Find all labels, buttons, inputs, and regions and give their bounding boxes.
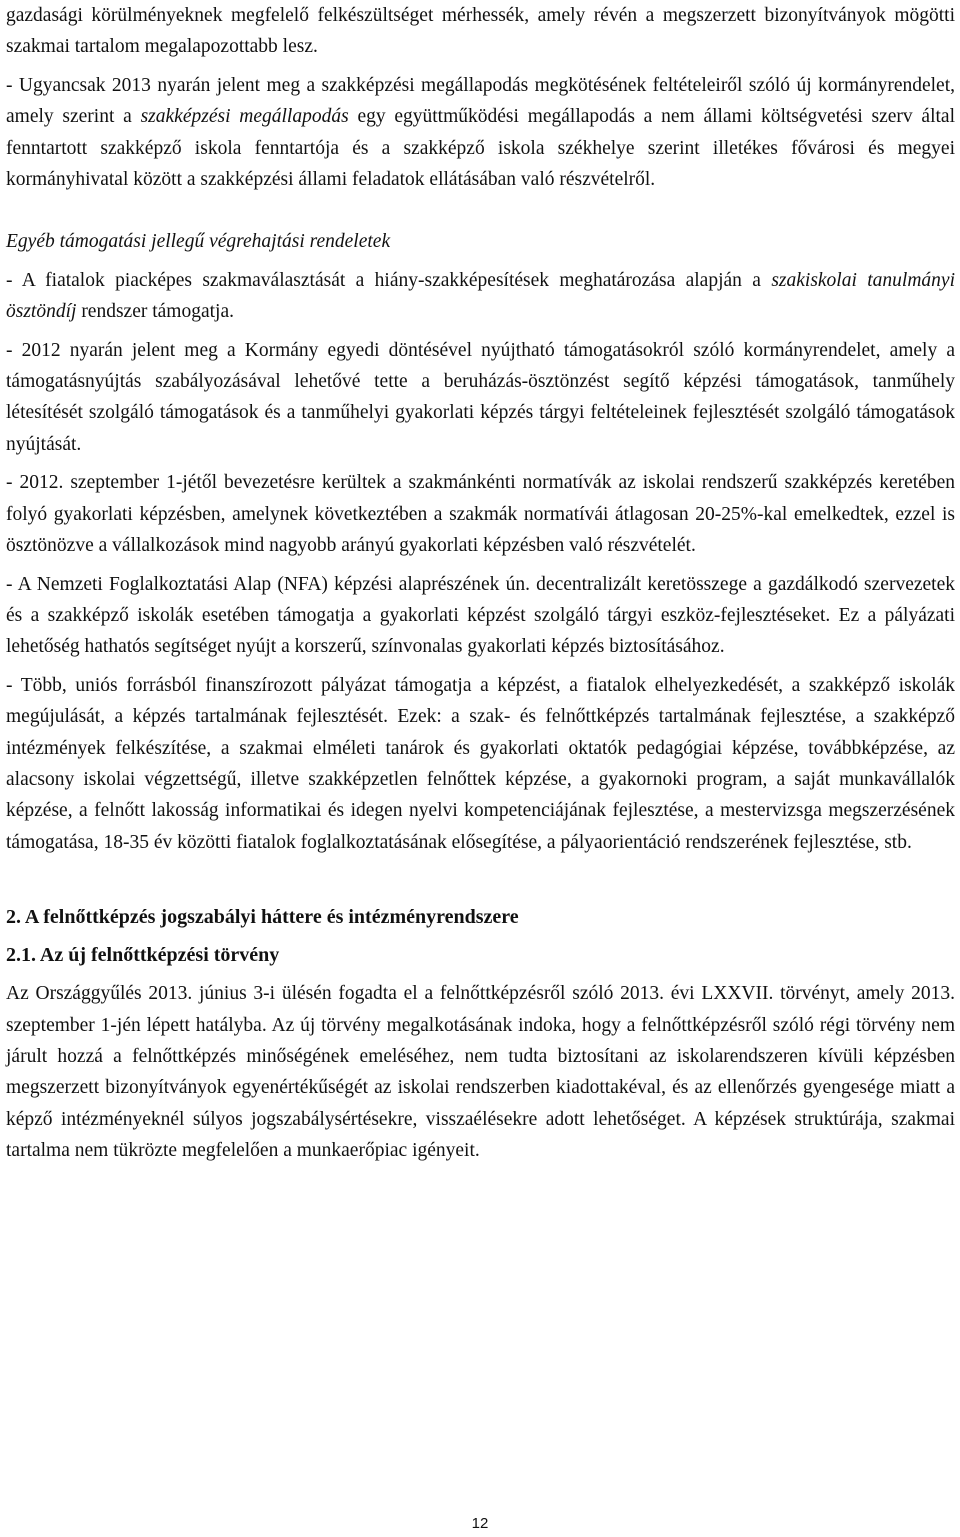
paragraph-continuation: gazdasági körülményeknek megfelelő felkészültséget mérhessék, amely révén a megszerzett bizonyítványok mögötti szakmai tartalom megalapozottabb lesz. [6,5,955,58]
document-page [6,0,955,1167]
paragraph-felnottkepzesi-torveny: Az Országgyűlés 2013. június 3-i ülésén fogadta el a felnőttképzésről szóló 2013. évi LXXVII. törvényt, amely 2013. szeptember 1-jén lépett hatályba. Az új törvény megalkotásának indoka, hogy a felnőttképzésről szóló régi törvény nem járult hozzá a felnőttképzés minőségének emeléséhez, nem tudta biztosítani az iskolarendszeren kívüli képzésben megszerzett bizonyítványok egyenértékűségét az iskolai rendszerben kiadottakéval, és az ellenőrzés gyengesége miatt a képző intézményeknél súlyos jogszabálysértésekre, visszaélésekre adott lehetőséget. A képzések struktúrája, szakmai tartalma nem tükrözte megfelelően a munkaerőpiac igényeit. [6,983,955,1162]
paragraph-kormanyrendelet-2012: - 2012 nyarán jelent meg a Kormány egyedi döntésével nyújtható támogatásokról szóló kormányrendelet, amely a támogatásnyújtás szabályozásával lehetővé tette a beruházás-ösztönzést segítő képzési támogatások, tanműhely létesítését szolgáló támogatások és a tanműhelyi gyakorlati képzés tárgyi feltételeinek fejlesztését szolgáló támogatások nyújtását. [6,339,955,455]
paragraph-text: - Ugyancsak 2013 nyarán jelent meg a szakképzési megállapodás megkötésének feltételeiről szóló új kormányrendelet, amely szerint a [6,74,955,128]
paragraph-text: egy együttműködési megállapodás a nem állami költségvetési szerv által fenntartott szakképző iskola fenntartója és a szakképző iskola székhelye szerint illetékes fővárosi és megyei kormányhivatal között a szakképzési állami feladatok ellátásában való részvételről. [6,106,955,191]
paragraph-osztondij [6,265,955,328]
paragraph-unios-palyazatok: - Több, uniós forrásból finanszírozott pályázat támogatja a képzést, a fiatalok elhelyezkedését, a szakképző iskolák megújulását, a képzés tartalmának fejlesztését. Ezek: a szak- és felnőttképzés tartalmának fejlesztése, a szakképző intézmények felkészítése, a szakmai elméleti tanárok és gyakorlati oktatók pedagógiai képzése, továbbképzése, az alacsony iskolai végzettségű, illetve szakképzetlen felnőttek képzése, a gyakornoki program, a saját munkavállalók képzése, a felnőtt lakosság informatikai és idegen nyelvi kompetenciájának fejlesztése, a mestervizsga megszerzésének támogatása, 18-35 év közötti fiatalok foglalkoztatásának elősegítése, a pályaorientáció rendszerének fejlesztése, stb. [6,674,955,853]
paragraph-text: - A fiatalok piacképes szakmaválasztását a hiány-szakképesítések meghatározása alapján a [6,269,772,291]
paragraph-normativak: - 2012. szeptember 1-jétől bevezetésre kerültek a szakmánkénti normatívák az iskolai rendszerű szakképzés keretében folyó gyakorlati képzésben, amelynek következtében a szakmák normatívái átlagosan 20-25%-kal emelkedtek, ezzel is ösztönözve a vállalkozások mind nagyobb arányú gyakorlati képzésben való részvételét. [6,472,955,557]
page-number: 12 [471,1515,489,1532]
emphasis-term: szakiskolai tanulmányi ösztöndíj [6,269,956,323]
section-heading: 2. A felnőttképzés jogszabályi háttere és intézményrendszere [6,906,519,929]
emphasis-term: szakképzési megállapodás [140,106,349,128]
paragraph-text: rendszer támogatja. [76,301,234,323]
subheading-tamogatasi-rendeletek: Egyéb támogatási jellegű végrehajtási rendeletek [6,231,391,253]
subsection-heading: 2.1. Az új felnőttképzési törvény [6,944,280,967]
paragraph-szakkepzesi-megallapodas [6,70,955,196]
paragraph-nfa: - A Nemzeti Foglalkoztatási Alap (NFA) képzési alaprészének ún. decentralizált keretösszege a gazdálkodó szervezetek és a szakképző iskolák esetében támogatja a gyakorlati képzést szolgáló tárgyi eszköz-fejlesztéseket. Ez a pályázati lehetőség hathatós segítséget nyújt a korszerű, színvonalas gyakorlati képzés biztosításához. [6,573,955,658]
